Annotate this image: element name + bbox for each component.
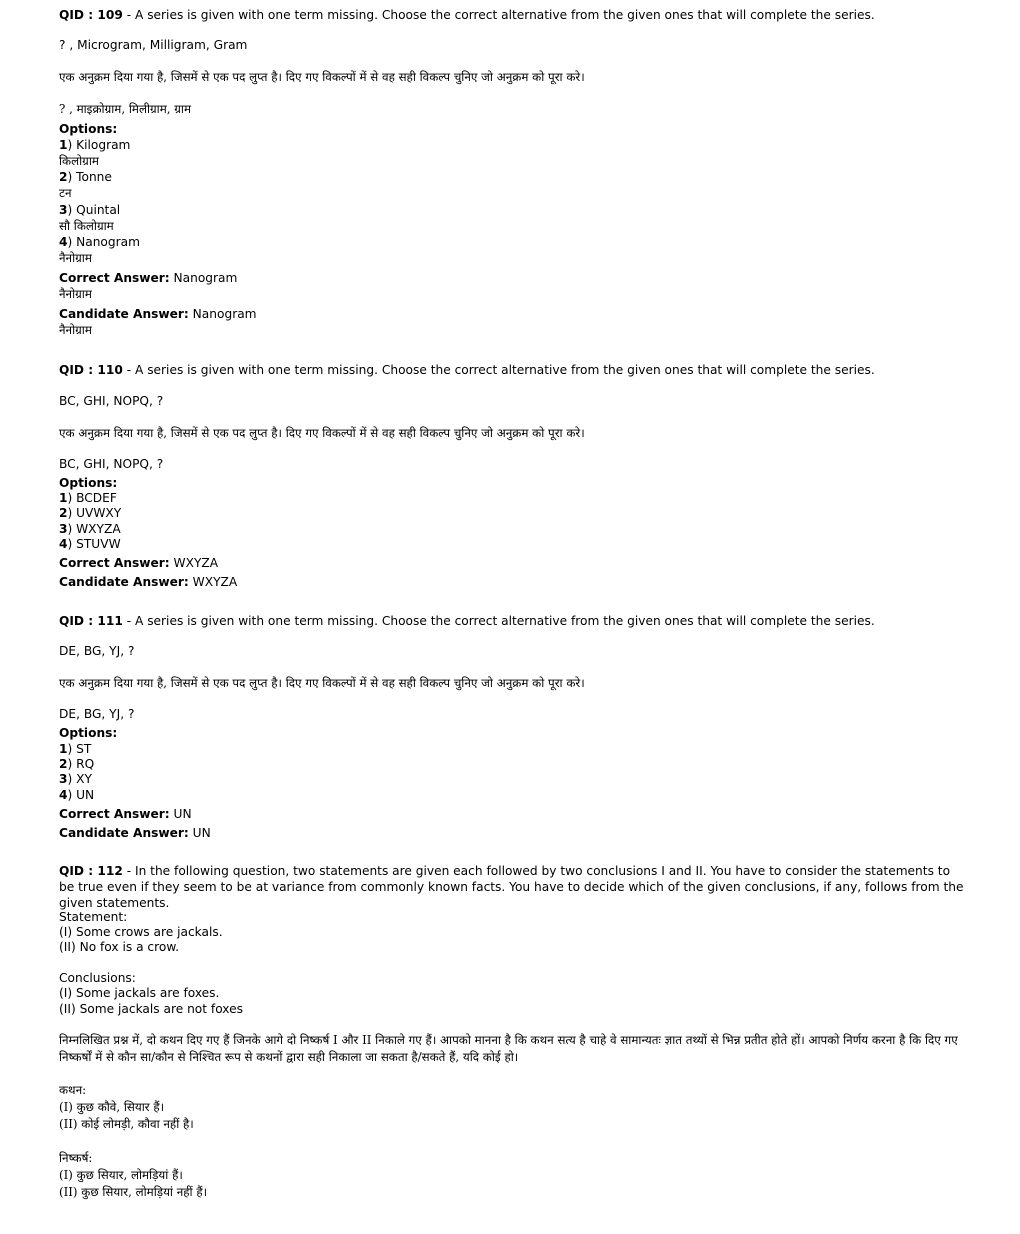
correct-answer-hi: नैनोग्राम xyxy=(59,287,92,301)
option-4-hi: नैनोग्राम xyxy=(59,251,92,265)
option-3: 3) Quintal xyxy=(59,203,121,217)
conclusion-2-hi: (II) कुछ सियार, लोमड़ियां नहीं हैं। xyxy=(59,1185,208,1199)
options-label: Options: xyxy=(59,726,118,740)
series-en: ? , Microgram, Milligram, Gram xyxy=(59,38,248,52)
option-4: 4) UN xyxy=(59,788,95,802)
option-1-hi: किलोग्राम xyxy=(59,154,99,168)
qid-number: 111 xyxy=(97,614,123,628)
correct-answer: Correct Answer: UN xyxy=(59,807,192,821)
option-2-hi: टन xyxy=(59,186,72,200)
conclusion-1: (I) Some jackals are foxes. xyxy=(59,986,220,1000)
option-3: 3) WXYZA xyxy=(59,522,121,536)
question-text-hi: एक अनुक्रम दिया गया है, जिसमें से एक पद लुप्त है। दिए गए विकल्पों में से वह सही विकल्प चुनिए जो अनुक्रम को पूरा करे। xyxy=(59,426,585,440)
conclusions-label: Conclusions: xyxy=(59,971,136,985)
qid-number: 112 xyxy=(97,864,123,878)
series-en: DE, BG, YJ, ? xyxy=(59,644,135,658)
statement-2: (II) No fox is a crow. xyxy=(59,940,180,954)
statement-1-hi: (I) कुछ कौवे, सियार हैं। xyxy=(59,1100,165,1114)
q111-header: QID : 111 - A series is given with one term missing. Choose the correct alternative from the given ones that will complete the series. xyxy=(59,614,875,628)
conclusion-1-hi: (I) कुछ सियार, लोमड़ियां हैं। xyxy=(59,1168,183,1182)
question-text-en: A series is given with one term missing. Choose the correct alternative from the given ones that will complete the series. xyxy=(134,363,875,377)
question-text-hi: एक अनुक्रम दिया गया है, जिसमें से एक पद लुप्त है। दिए गए विकल्पों में से वह सही विकल्प चुनिए जो अनुक्रम को पूरा करे। xyxy=(59,676,585,690)
candidate-answer: Candidate Answer: Nanogram xyxy=(59,307,257,321)
option-1: 1) Kilogram xyxy=(59,138,131,152)
option-3: 3) XY xyxy=(59,772,92,786)
statement-label: Statement: xyxy=(59,910,128,924)
series-hi: BC, GHI, NOPQ, ? xyxy=(59,457,164,471)
correct-answer: Correct Answer: Nanogram xyxy=(59,271,238,285)
qid-label: QID : xyxy=(59,614,98,628)
qid-number: 110 xyxy=(97,363,123,377)
question-text-en: A series is given with one term missing. Choose the correct alternative from the given ones that will complete the series. xyxy=(134,614,875,628)
series-hi: ? , माइक्रोग्राम, मिलीग्राम, ग्राम xyxy=(59,102,192,116)
option-2: 2) UVWXY xyxy=(59,506,122,520)
options-label: Options: xyxy=(59,122,118,136)
option-2: 2) Tonne xyxy=(59,170,112,184)
options-label: Options: xyxy=(59,476,118,490)
q110-header: QID : 110 - A series is given with one term missing. Choose the correct alternative from the given ones that will complete the series. xyxy=(59,363,875,377)
option-3-hi: सौ किलोग्राम xyxy=(59,219,114,233)
conclusion-2: (II) Some jackals are not foxes xyxy=(59,1002,243,1016)
candidate-answer: Candidate Answer: UN xyxy=(59,826,211,840)
option-4: 4) Nanogram xyxy=(59,235,140,249)
q109-header: QID : 109 - A series is given with one term missing. Choose the correct alternative from the given ones that will complete the series. xyxy=(59,8,875,22)
correct-answer: Correct Answer: WXYZA xyxy=(59,556,219,570)
qid-label: QID : xyxy=(59,363,98,377)
candidate-answer: Candidate Answer: WXYZA xyxy=(59,575,238,589)
qid-number: 109 xyxy=(97,8,123,22)
question-text-hi: एक अनुक्रम दिया गया है, जिसमें से एक पद लुप्त है। दिए गए विकल्पों में से वह सही विकल्प चुनिए जो अनुक्रम को पूरा करे। xyxy=(59,70,585,84)
statement-1: (I) Some crows are jackals. xyxy=(59,925,223,939)
series-hi: DE, BG, YJ, ? xyxy=(59,707,135,721)
question-text-hi: निम्नलिखित प्रश्न में, दो कथन दिए गए हैं जिनके आगे दो निष्कर्ष I और II निकाले गए हैं। आपको मानना है कि कथन सत्य है चाहे वे सामान्यतः ज्ञात तथ्यों से भिन्न प्रतीत होते हों। आपको निर्णय करना है कि दिए गए निष्कर्षों में से कौन सा/कौन से निश्चित रूप से कथनों द्वारा सही निकाला जा सकता है/सकते हैं, यदि कोई हो। xyxy=(59,1033,958,1064)
qid-label: QID : xyxy=(59,864,98,878)
series-en: BC, GHI, NOPQ, ? xyxy=(59,394,164,408)
option-1: 1) ST xyxy=(59,742,92,756)
option-1: 1) BCDEF xyxy=(59,491,117,505)
option-2: 2) RQ xyxy=(59,757,95,771)
q112-header: QID : 112 - In the following question, two statements are given each followed by two conclusions I and II. You have to consider the statements to be true even if they seem to be at variance from commonly known facts. You have to decide which of the given conclusions, if any, follows from the given statements. xyxy=(59,864,964,910)
candidate-answer-hi: नैनोग्राम xyxy=(59,323,92,337)
question-text-en: In the following question, two statements are given each followed by two conclusions I and II. You have to consider the statements to be true even if they seem to be at variance from commonly known facts. You have to decide which of the given conclusions, if any, follows from the given statements. xyxy=(59,864,964,910)
statement-2-hi: (II) कोई लोमड़ी, कौवा नहीं है। xyxy=(59,1117,194,1131)
question-text-en: A series is given with one term missing. Choose the correct alternative from the given ones that will complete the series. xyxy=(134,8,875,22)
statement-label-hi: कथन: xyxy=(59,1083,87,1097)
option-4: 4) STUVW xyxy=(59,537,121,551)
conclusions-label-hi: निष्कर्ष: xyxy=(59,1151,93,1165)
qid-label: QID : xyxy=(59,8,98,22)
